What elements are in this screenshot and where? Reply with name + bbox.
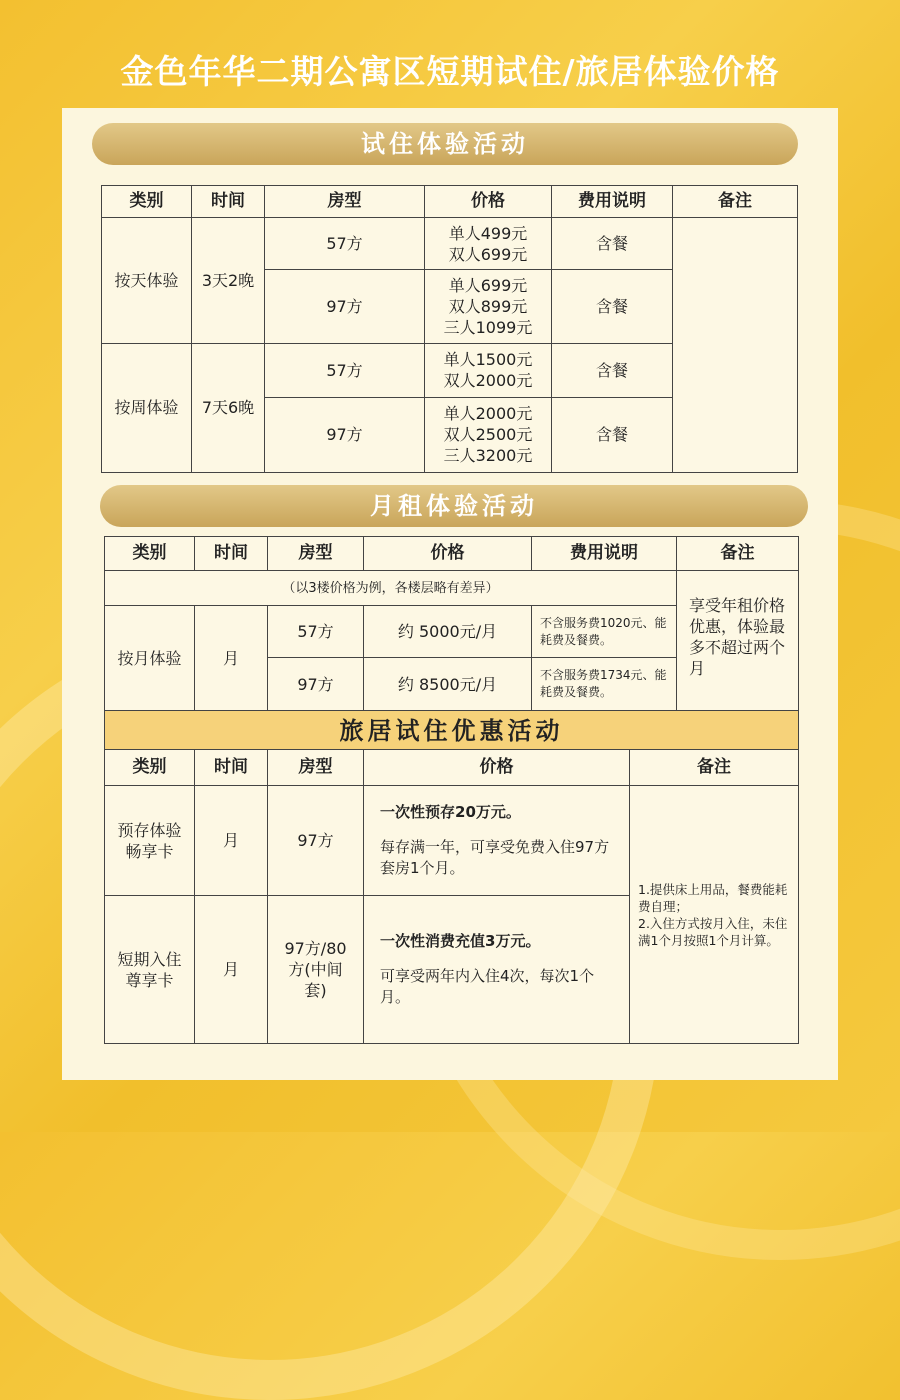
- header-price: 价格: [364, 750, 630, 786]
- price-cell: [425, 270, 552, 343]
- price-highlight: 一次性预存20万元。: [380, 803, 521, 821]
- section3-title: 旅居试住优惠活动: [105, 711, 799, 750]
- remark-line: 1.提供床上用品，餐费能耗费自理；: [638, 881, 788, 914]
- room-cell: 97方/80方(中间套): [268, 896, 364, 1044]
- time-cell: 3天2晚: [192, 218, 265, 343]
- price-line: 三人3200元: [443, 446, 533, 466]
- room-cell: 57方: [265, 343, 425, 397]
- room-cell: 57方: [265, 218, 425, 270]
- header-remark: 备注: [630, 750, 799, 786]
- header-remark: 备注: [677, 537, 799, 571]
- page-title: 金色年华二期公寓区短期试住/旅居体验价格: [120, 52, 780, 91]
- price-line: 单人699元: [448, 275, 528, 295]
- section2-title: 月租体验活动: [100, 485, 808, 527]
- header-time: 时间: [195, 537, 268, 571]
- fee-cell: 含餐: [552, 343, 673, 397]
- price-cell: 约 5000元/月: [364, 606, 532, 658]
- section1-title: 试住体验活动: [92, 123, 798, 165]
- header-category: 类别: [102, 186, 192, 218]
- price-cell: [425, 397, 552, 472]
- remark-cell: [673, 218, 798, 473]
- price-description: 每存满一年，可享受免费入住97方套房1个月。: [380, 838, 610, 877]
- travel-stay-table: [104, 710, 799, 1044]
- time-cell: 月: [195, 896, 268, 1044]
- remark-cell: 享受年租价格优惠，体验最多不超过两个月: [677, 571, 799, 711]
- header-fee: 费用说明: [532, 537, 677, 571]
- category-cell: 预存体验畅享卡: [105, 786, 195, 896]
- category-cell: 短期入住尊享卡: [105, 896, 195, 1044]
- price-line: 单人499元: [448, 223, 528, 243]
- header-room: 房型: [268, 750, 364, 786]
- header-time: 时间: [192, 186, 265, 218]
- room-cell: 97方: [265, 270, 425, 343]
- price-line: 双人699元: [448, 244, 528, 264]
- time-cell: 月: [195, 606, 268, 711]
- category-cell: 按天体验: [102, 218, 192, 343]
- price-highlight: 一次性消费充值3万元。: [380, 932, 541, 950]
- header-category: 类别: [105, 750, 195, 786]
- fee-cell: 含餐: [552, 397, 673, 472]
- price-line: 双人2500元: [443, 425, 533, 445]
- table-row: [102, 218, 798, 270]
- header-room: 房型: [268, 537, 364, 571]
- room-cell: 97方: [268, 658, 364, 711]
- price-line: 双人2000元: [443, 371, 533, 391]
- header-fee: 费用说明: [552, 186, 673, 218]
- price-cell: [364, 896, 630, 1044]
- monthly-rental-table: [104, 536, 799, 711]
- header-price: 价格: [425, 186, 552, 218]
- trial-stay-table: [101, 185, 798, 473]
- time-cell: 7天6晚: [192, 343, 265, 472]
- price-line: 单人1500元: [443, 350, 533, 370]
- remark-line: 2.入住方式按月入住，未住满1个月按照1个月计算。: [638, 915, 788, 948]
- price-cell: 约 8500元/月: [364, 658, 532, 711]
- room-cell: 97方: [265, 397, 425, 472]
- header-remark: 备注: [673, 186, 798, 218]
- category-cell: 按月体验: [105, 606, 195, 711]
- header-time: 时间: [195, 750, 268, 786]
- remark-cell: [630, 786, 799, 1044]
- price-line: 三人1099元: [443, 317, 533, 337]
- fee-cell: 含餐: [552, 218, 673, 270]
- time-cell: 月: [195, 786, 268, 896]
- fee-cell: 不含服务费1020元、能耗费及餐费。: [532, 606, 677, 658]
- room-cell: 57方: [268, 606, 364, 658]
- header-room: 房型: [265, 186, 425, 218]
- fee-cell: 含餐: [552, 270, 673, 343]
- header-price: 价格: [364, 537, 532, 571]
- room-cell: 97方: [268, 786, 364, 896]
- price-cell: [425, 343, 552, 397]
- price-cell: [425, 218, 552, 270]
- table-row: [105, 786, 799, 896]
- floor-note: （以3楼价格为例，各楼层略有差异）: [105, 571, 677, 606]
- fee-cell: 不含服务费1734元、能耗费及餐费。: [532, 658, 677, 711]
- price-description: 可享受两年内入住4次，每次1个月。: [380, 967, 595, 1006]
- price-line: 单人2000元: [443, 404, 533, 424]
- price-line: 双人899元: [448, 296, 528, 316]
- category-cell: 按周体验: [102, 343, 192, 472]
- header-category: 类别: [105, 537, 195, 571]
- price-cell: [364, 786, 630, 896]
